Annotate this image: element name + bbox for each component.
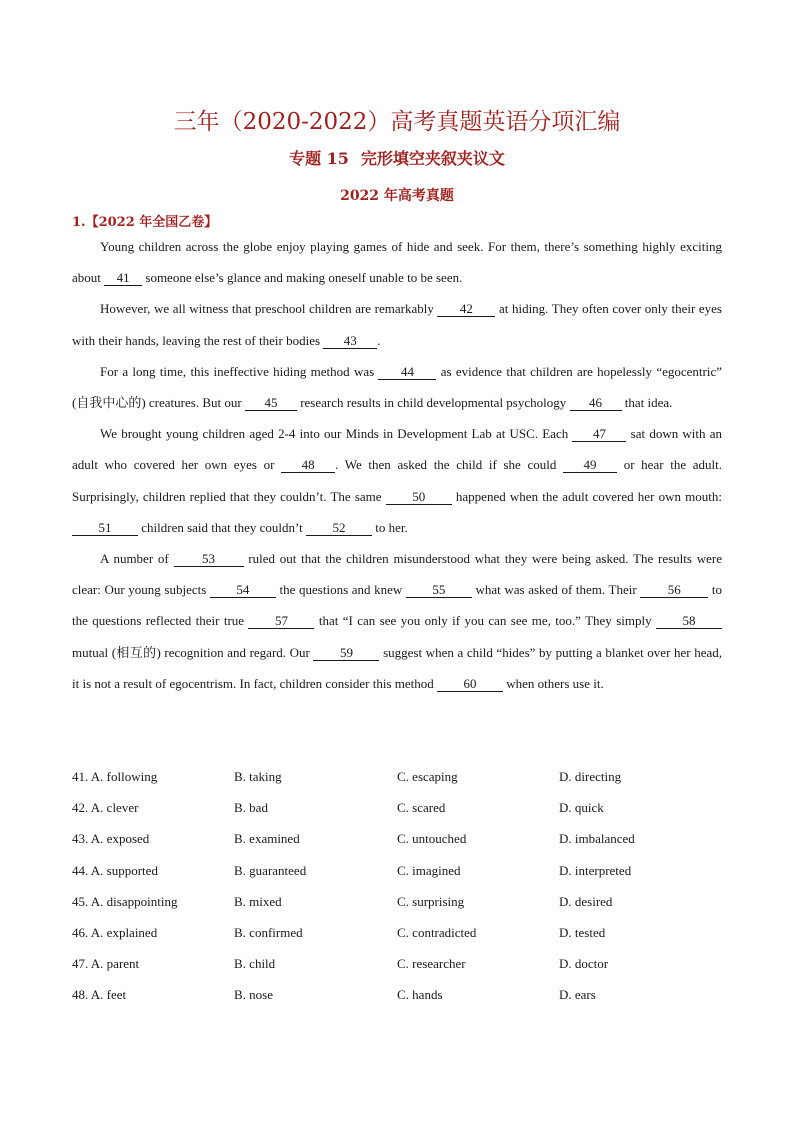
option-d: D. desired	[559, 893, 613, 909]
option-row-48	[72, 979, 722, 1010]
document-subtitle	[0, 146, 794, 169]
blank-42: 42	[437, 301, 495, 317]
option-a: 45. A. disappointing	[72, 893, 178, 909]
passage-text: ruled out that the children misunderstood what they were being asked. The results were clear: Our young subjects	[72, 551, 722, 598]
blank-41: 41	[104, 270, 142, 286]
option-c: C. surprising	[397, 893, 465, 909]
passage-text: However, we all witness that preschool children are remarkably	[100, 301, 438, 317]
blank-53: 53	[174, 551, 244, 567]
option-b: B. nose	[234, 987, 273, 1003]
passage-text: A number of	[100, 551, 174, 567]
option-d: D. ears	[559, 987, 596, 1003]
option-a: 48. A. feet	[72, 987, 127, 1003]
option-d: D. tested	[559, 924, 606, 940]
option-d: D. interpreted	[559, 862, 632, 878]
option-row-41	[72, 761, 722, 792]
section-heading: 2022 年高考真题	[340, 188, 454, 204]
blank-50: 50	[386, 489, 452, 505]
passage-text: that idea.	[621, 395, 673, 411]
option-d: D. directing	[559, 769, 622, 784]
option-row-45	[72, 886, 722, 917]
option-d: D. quick	[559, 800, 604, 816]
option-a: 42. A. clever	[72, 800, 139, 816]
document-title: 三年（2020-2022）高考真题英语分项汇编	[173, 109, 621, 135]
passage-text: to her.	[372, 519, 408, 535]
option-d: D. doctor	[559, 956, 609, 972]
blank-45: 45	[245, 395, 297, 411]
blank-51: 51	[72, 520, 138, 536]
option-d: D. imbalanced	[559, 831, 635, 847]
option-c: C. imagined	[397, 862, 461, 878]
subtitle-topic: 专题 15	[289, 149, 349, 168]
blank-52: 52	[306, 520, 372, 536]
option-a: 44. A. supported	[72, 862, 158, 878]
passage-text: For a long time, this ineffective hiding method was	[100, 363, 379, 379]
passage-text: mutual (相互的) recognition and regard. Our	[72, 644, 314, 660]
blank-60: 60	[437, 676, 503, 692]
passage-text: happened when the adult covered her own mouth:	[451, 488, 722, 504]
blank-54: 54	[210, 582, 276, 598]
option-b: B. taking	[234, 769, 282, 784]
passage-text: . We then asked the child if she could	[335, 457, 564, 473]
passage-text: that “I can see you only if you can see me, too.” They simply	[314, 613, 656, 629]
option-a: 46. A. explained	[72, 924, 158, 940]
option-row-46	[72, 917, 722, 948]
passage-text: what was asked of them. Their	[471, 582, 641, 598]
cloze-passage	[72, 231, 722, 699]
blank-59: 59	[313, 645, 379, 661]
option-row-43	[72, 823, 722, 854]
passage-text: research results in child developmental psychology	[296, 395, 570, 411]
passage-text: .	[377, 332, 381, 348]
option-b: B. examined	[234, 831, 300, 847]
blank-58: 58	[656, 613, 722, 629]
passage-text: Young children across the globe enjoy playing games of hide and seek. For them, there’s something highly exciting about	[72, 239, 722, 286]
option-a: 47. A. parent	[72, 956, 140, 972]
option-row-47	[72, 948, 722, 979]
passage-text: children said that they couldn’t	[138, 519, 306, 535]
option-c: C. untouched	[397, 831, 467, 847]
blank-57: 57	[248, 613, 314, 629]
passage-text: someone else’s glance and making oneself unable to be seen.	[142, 270, 463, 286]
blank-43: 43	[323, 333, 377, 349]
blank-47: 47	[572, 426, 626, 442]
option-row-44	[72, 855, 722, 886]
option-b: B. bad	[234, 800, 268, 816]
passage-text: at hiding. They often cover only their eyes with their hands, leaving the rest of their bodies	[72, 301, 722, 348]
blank-46: 46	[570, 395, 622, 411]
blank-56: 56	[640, 582, 708, 598]
passage-text: We brought young children aged 2-4 into our Minds in Development Lab at USC. Each	[100, 426, 573, 442]
passage-text: as evidence that children are hopelessly “egocentric” (自我中心的) creatures. But our	[72, 363, 723, 411]
option-a: 41. A. following	[72, 769, 158, 784]
blank-49: 49	[563, 457, 617, 473]
passage-text: suggest when a child “hides” by putting a blanket over her head, it is not a result of egocentrism. In fact, children consider this method	[72, 644, 722, 691]
option-b: B. guaranteed	[234, 862, 307, 878]
option-b: B. child	[234, 956, 276, 972]
option-c: C. researcher	[397, 956, 466, 972]
paragraph-3	[72, 356, 722, 418]
passage-text: the questions and knew	[275, 582, 406, 598]
blank-44: 44	[378, 364, 436, 380]
option-b: B. mixed	[234, 893, 282, 909]
blank-48: 48	[281, 457, 335, 473]
passage-text: to the questions reflected their true	[72, 582, 723, 629]
blank-55: 55	[406, 582, 472, 598]
paragraph-4	[72, 418, 722, 543]
subtitle-name: 完形填空夹叙夹议文	[360, 149, 505, 168]
paragraph-1	[72, 231, 722, 293]
option-c: C. scared	[397, 800, 446, 816]
question-label: 1.【2022 年全国乙卷】	[72, 215, 218, 230]
passage-text: sat down with an adult who covered her own eyes or	[72, 426, 722, 473]
option-b: B. confirmed	[234, 924, 303, 940]
answer-options	[72, 761, 722, 1011]
option-a: 43. A. exposed	[72, 831, 150, 847]
paragraph-5	[72, 543, 722, 699]
paragraph-2	[72, 293, 722, 355]
option-row-42	[72, 792, 722, 823]
option-c: C. hands	[397, 987, 443, 1003]
passage-text: or hear the adult. Surprisingly, children replied that they couldn’t. The same	[72, 457, 722, 504]
passage-text: when others use it.	[503, 675, 604, 691]
option-c: C. contradicted	[397, 924, 477, 940]
option-c: C. escaping	[397, 769, 458, 784]
